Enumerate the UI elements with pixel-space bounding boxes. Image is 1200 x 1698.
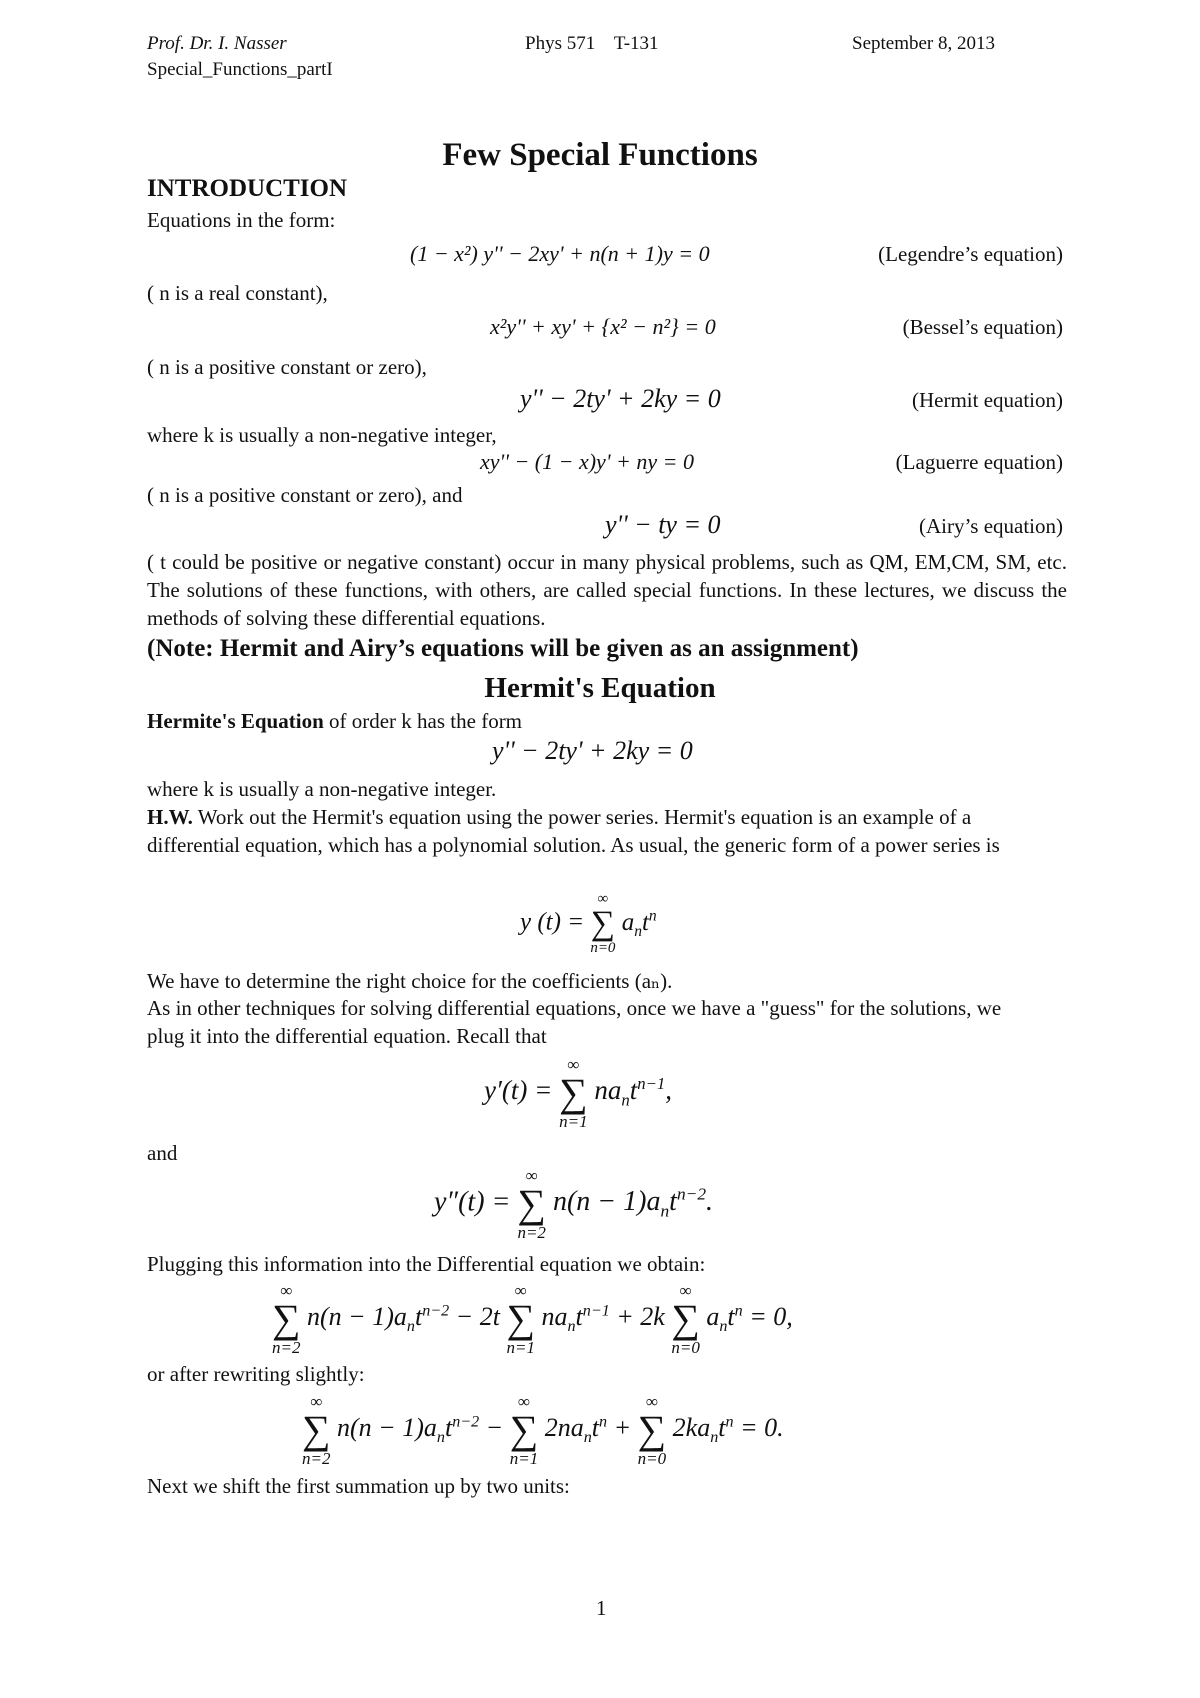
section-heading-hermit: Hermit's Equation — [484, 672, 716, 704]
page-number: 1 — [596, 1596, 607, 1620]
hermite-order-line — [147, 707, 522, 735]
hw-text: Work out the Hermit's equation using the power series. Hermit's equation is an example of a differential equation, which has a polynomial solution. As usual, the generic form of a power series is — [147, 805, 1000, 857]
first-derivative-equation: y′(t) = ∞ ∑ n=1 $na_nt^{n-1}$, — [484, 1055, 673, 1131]
hermite-k-note: where k is usually a non-negative integer. — [147, 777, 497, 801]
substituted-equation: ∞ ∑ n=2 $n(n - 1)a_nt^{n-2} - 2t$ ∞ ∑ n=1 $na_nt^{n-1} + 2k$ ∞ ∑ n=0 $a_nt^n = 0$, — [272, 1281, 793, 1357]
summation-sign: ∞ ∑ n=2 — [302, 1392, 331, 1468]
bessel-label: (Bessel’s equation) — [902, 315, 1063, 339]
hermit-note: where k is usually a non-negative integer, — [147, 423, 497, 447]
power-series-equation: y (t) = ∞ ∑ n=0 $a_nt^n$ — [520, 891, 657, 956]
coefficients-line: We have to determine the right choice for the coefficients (aₙ). — [147, 969, 673, 993]
laguerre-note: ( n is a positive constant or zero), and — [147, 483, 463, 507]
summation-sign: ∞ ∑ n=2 — [272, 1281, 301, 1357]
summation-sign: ∞ ∑ n=2 — [517, 1166, 546, 1242]
summation-sign: ∞ ∑ n=1 — [506, 1281, 535, 1357]
laguerre-equation: xy'' − (1 − x)y' + ny = 0 — [480, 449, 694, 474]
legendre-label: (Legendre’s equation) — [878, 242, 1063, 266]
plugging-line: Plugging this information into the Differential equation we obtain: — [147, 1252, 706, 1276]
hermite-equation-display: y'' − 2ty' + 2ky = 0 — [492, 736, 693, 765]
summation-sign: ∞ ∑ n=1 — [509, 1392, 539, 1468]
header-date: September 8, 2013 — [852, 33, 996, 54]
rewriting-line: or after rewriting slightly: — [147, 1362, 365, 1386]
guess-paragraph: As in other techniques for solving differential equations, once we have a "guess" for the solutions, we plug it into the differential equation. Recall that — [147, 996, 1002, 1048]
header-author: Prof. Dr. I. Nasser — [147, 33, 287, 54]
shift-line: Next we shift the first summation up by two units: — [147, 1474, 570, 1498]
assignment-note: (Note: Hermit and Airy’s equations will be given as an assignment) — [147, 635, 859, 662]
airy-label: (Airy’s equation) — [918, 514, 1063, 538]
and-line: and — [147, 1141, 178, 1165]
bessel-equation: x²y'' + xy' + {x² − n²} = 0 — [490, 314, 716, 339]
hermite-order-rest: of order k has the form — [323, 709, 523, 733]
summation-sign: ∞ ∑ n=0 — [671, 1281, 700, 1357]
airy-equation: y'' − ty = 0 — [605, 510, 721, 539]
second-derivative-equation: y″(t) = ∞ ∑ n=2 $n(n - 1)a_nt^{n-2}$. — [434, 1166, 714, 1242]
page-title: Few Special Functions — [442, 137, 758, 173]
laguerre-label: (Laguerre equation) — [895, 450, 1063, 474]
summation-sign: ∞ ∑ n=1 — [559, 1055, 588, 1131]
intro-line: Equations in the form: — [147, 208, 336, 232]
intro-paragraph: ( t could be positive or negative constant) occur in many physical problems, such as QM, EM,CM, SM, etc. The solutions of these functions, with others, are called special functions. In these lectures, we discuss the methods of solving these differential equations. — [147, 550, 1067, 630]
summation-sign: ∞ ∑ n=0 — [590, 891, 616, 956]
rewritten-equation: ∞ ∑ n=2 $n(n - 1)a_nt^{n-2}$ − ∞ ∑ n=1 $2na_nt^n$ + ∞ ∑ n=0 $2ka_nt^n = 0$. — [302, 1392, 784, 1468]
hermit-equation: y'' − 2ty' + 2ky = 0 — [520, 384, 721, 413]
hw-label: H.W. — [147, 805, 193, 829]
hw-paragraph — [147, 803, 1027, 859]
hermit-label: (Hermit equation) — [911, 388, 1063, 412]
legendre-note: ( n is a real constant), — [147, 281, 328, 305]
bessel-note: ( n is a positive constant or zero), — [147, 355, 427, 379]
hermite-term: Hermite's Equation — [147, 709, 324, 733]
header-filename: Special_Functions_partI — [147, 59, 333, 80]
legendre-equation: (1 − x²) y'' − 2xy' + n(n + 1)y = 0 — [410, 241, 710, 266]
summation-sign: ∞ ∑ n=0 — [637, 1392, 667, 1468]
intro-heading: INTRODUCTION — [147, 175, 348, 202]
header-course: Phys 571 T-131 — [525, 33, 659, 54]
